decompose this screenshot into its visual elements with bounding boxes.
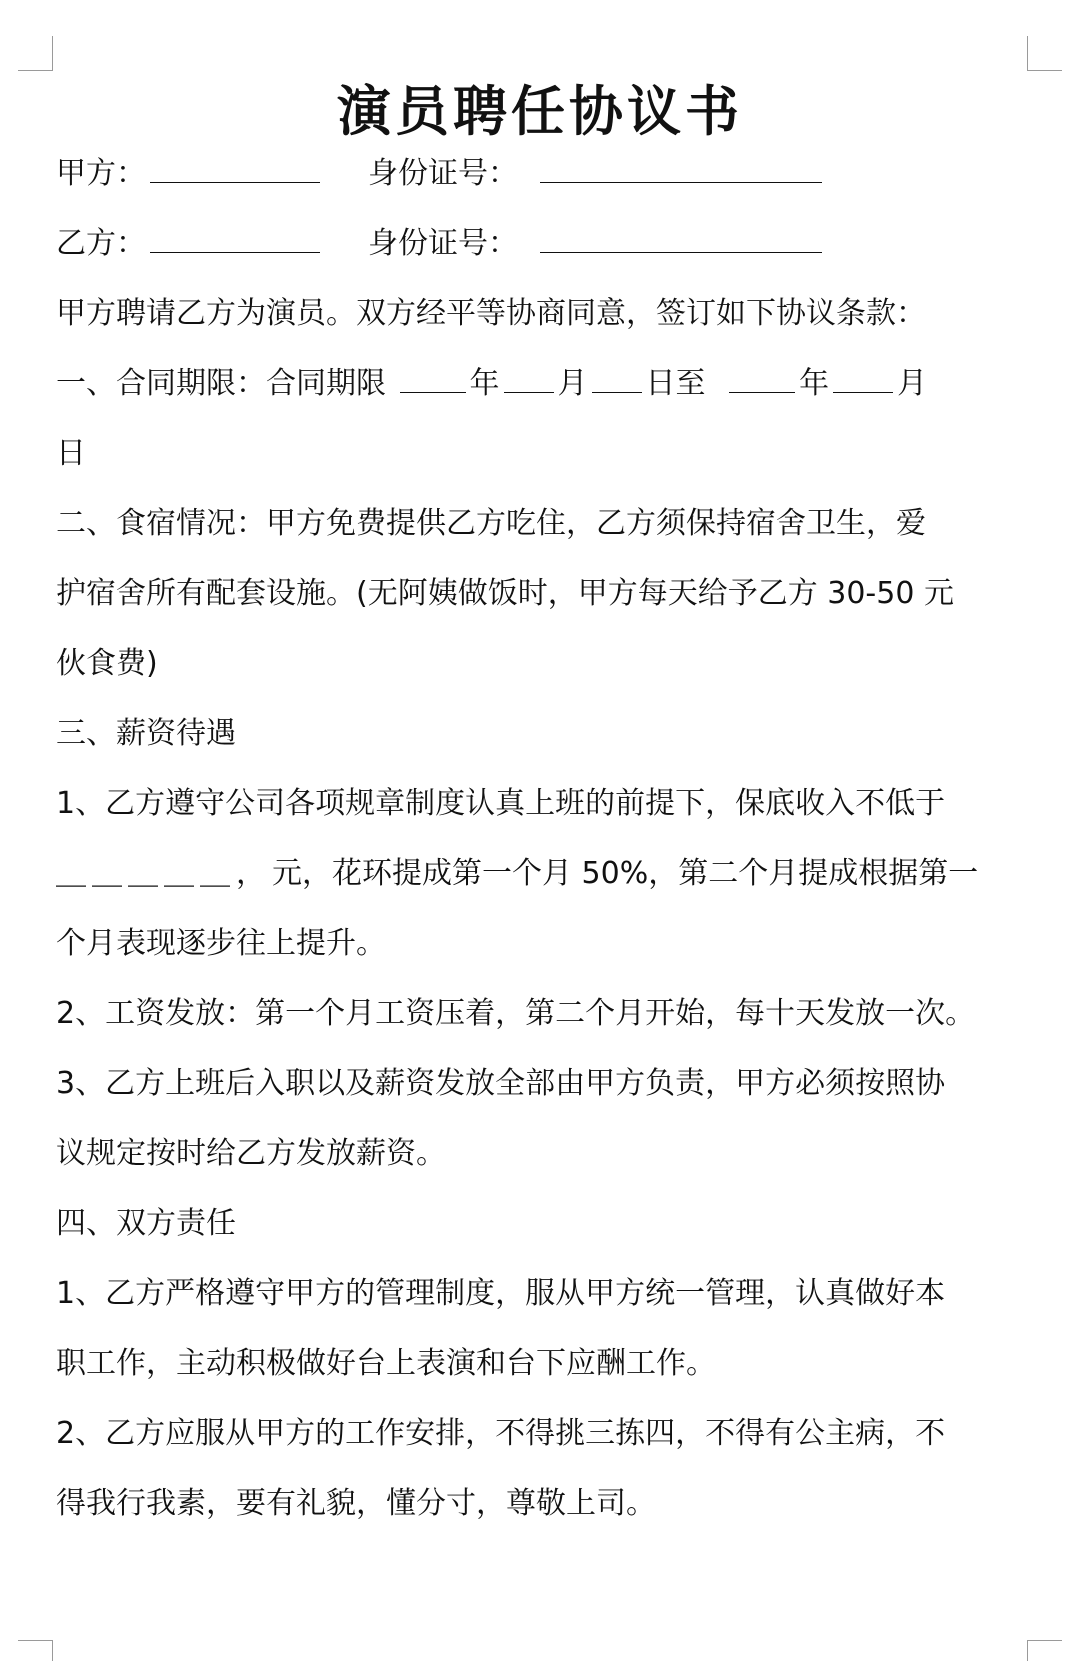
- term-end-day-unit: 日: [56, 436, 86, 471]
- start-day-blank: [592, 362, 642, 393]
- duties-heading: 四、双方责任: [56, 1206, 236, 1241]
- party-a-id-label: 身份证号：: [368, 156, 518, 191]
- duties-item2-line2: 得我行我素，要有礼貌，懂分寸，尊敬上司。: [56, 1486, 656, 1521]
- salary-item3-line1: 3、乙方上班后入职以及薪资发放全部由甲方负责，甲方必须按照协: [56, 1066, 946, 1101]
- document-title: 演员聘任协议书: [337, 80, 743, 143]
- duties-item1-line1: 1、乙方严格遵守甲方的管理制度，服从甲方统一管理，认真做好本: [56, 1276, 946, 1311]
- end-year-blank: [729, 362, 795, 393]
- board-line-2: 护宿舍所有配套设施。(无阿姨做饭时，甲方每天给予乙方 30-50 元: [56, 576, 954, 611]
- party-b-id-blank: [540, 222, 822, 253]
- board-line-1: 二、食宿情况：甲方免费提供乙方吃住，乙方须保持宿舍卫生，爱: [56, 506, 926, 541]
- party-a-row: [56, 152, 1036, 196]
- start-year-unit: 年: [469, 366, 500, 401]
- salary-minimum-blank: ＿＿＿＿＿，: [56, 856, 272, 891]
- start-day-unit: 日至: [645, 366, 706, 401]
- party-b-name-blank: [150, 222, 320, 253]
- party-a-label: 甲方：: [56, 156, 146, 191]
- crop-mark-top-left: [18, 36, 53, 71]
- salary-item1-line3: 个月表现逐步往上提升。: [56, 926, 386, 961]
- salary-item2: 2、工资发放：第一个月工资压着，第二个月开始，每十天发放一次。: [56, 996, 976, 1031]
- salary-item3-line2: 议规定按时给乙方发放薪资。: [56, 1136, 446, 1171]
- salary-item1-line2: [56, 852, 1036, 896]
- crop-mark-bottom-right: [1027, 1640, 1062, 1661]
- party-b-row: [56, 222, 1036, 266]
- salary-item1-line1: 1、乙方遵守公司各项规章制度认真上班的前提下，保底收入不低于: [56, 786, 946, 821]
- salary-heading: 三、薪资待遇: [56, 716, 236, 751]
- end-year-unit: 年: [799, 366, 830, 401]
- crop-mark-bottom-left: [18, 1640, 53, 1661]
- party-a-id-blank: [540, 152, 822, 183]
- term-prefix: 一、合同期限：合同期限: [56, 366, 386, 401]
- start-year-blank: [400, 362, 466, 393]
- crop-mark-top-right: [1027, 36, 1062, 71]
- end-month-unit: 月: [897, 366, 928, 401]
- board-line-3: 伙食费): [56, 646, 158, 681]
- party-b-label: 乙方：: [56, 226, 146, 261]
- duties-item1-line2: 职工作，主动积极做好台上表演和台下应酬工作。: [56, 1346, 716, 1381]
- party-a-name-blank: [150, 152, 320, 183]
- start-month-unit: 月: [557, 366, 588, 401]
- party-b-id-label: 身份证号：: [368, 226, 518, 261]
- contract-term-row: [56, 362, 1036, 406]
- intro-paragraph: 甲方聘请乙方为演员。双方经平等协商同意，签订如下协议条款：: [56, 296, 926, 331]
- start-month-blank: [504, 362, 554, 393]
- salary-item1-line2-text: 元，花环提成第一个月 50%，第二个月提成根据第一: [272, 856, 979, 891]
- end-month-blank: [833, 362, 893, 393]
- duties-item2-line1: 2、乙方应服从甲方的工作安排，不得挑三拣四，不得有公主病，不: [56, 1416, 946, 1451]
